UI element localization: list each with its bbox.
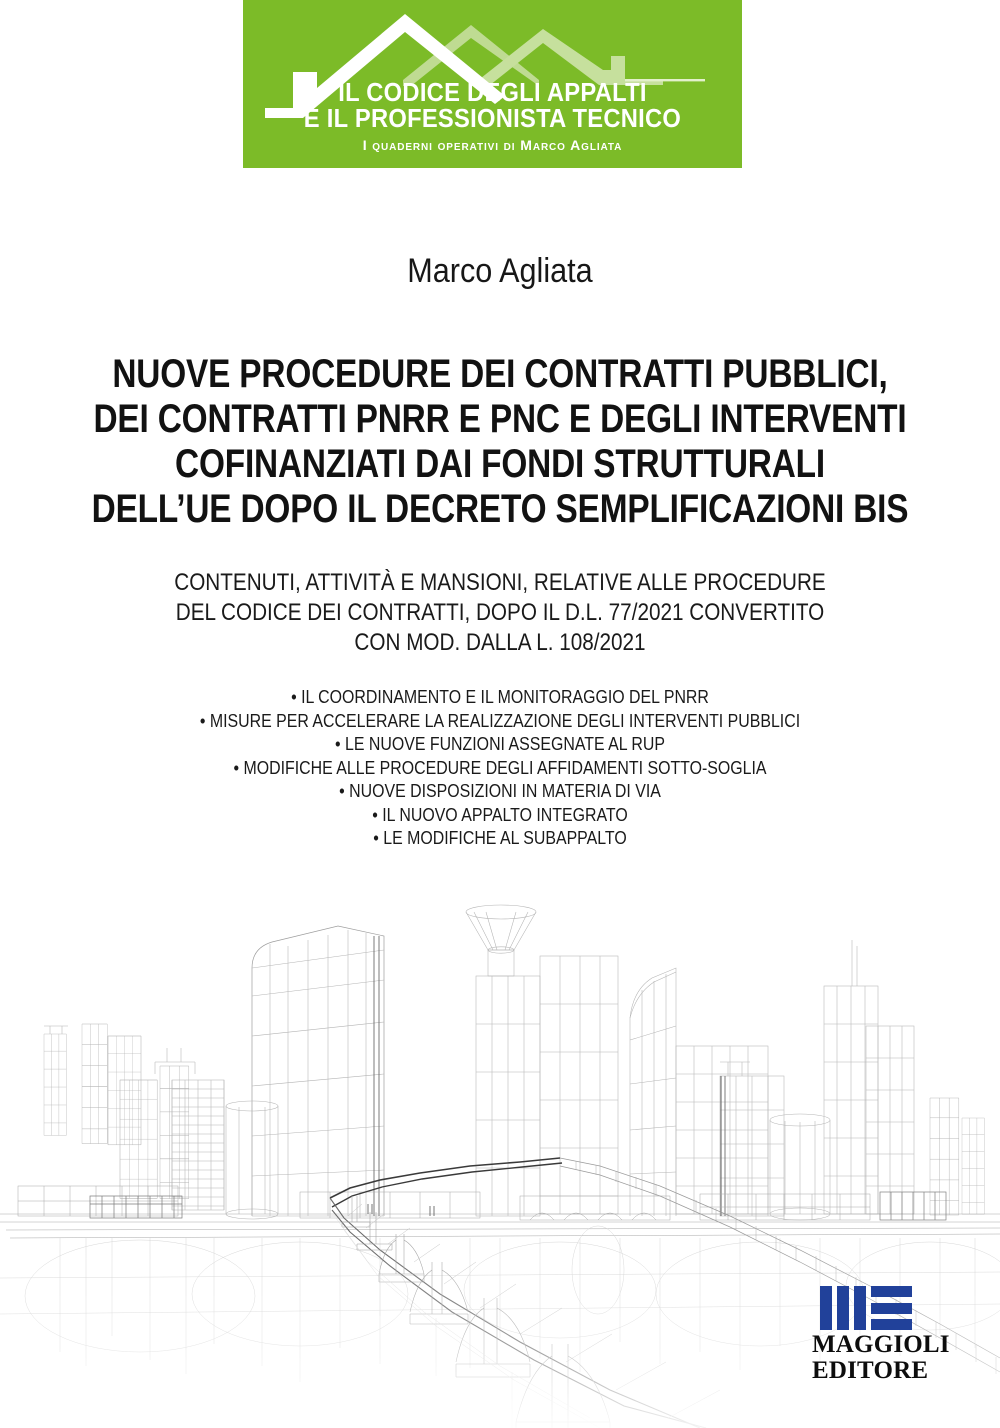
book-subtitle-line: DEL CODICE DEI CONTRATTI, DOPO IL D.L. 77/2021 CONVERTITO xyxy=(175,599,825,626)
book-subtitle-line: CONTENUTI, ATTIVITÀ E MANSIONI, RELATIVE ALLE PROCEDURE xyxy=(174,569,826,596)
list-item: • MODIFICHE ALLE PROCEDURE DEGLI AFFIDAMENTI SOTTO-SOGLIA xyxy=(70,756,930,780)
logo-bar-vertical-1 xyxy=(820,1286,832,1330)
logo-bar-vertical-3 xyxy=(854,1286,866,1330)
publisher-name-line2: EDITORE xyxy=(812,1357,929,1384)
publisher-name xyxy=(812,1331,950,1384)
list-item: • LE NUOVE FUNZIONI ASSEGNATE AL RUP xyxy=(70,732,930,756)
list-item: • LE MODIFICHE AL SUBAPPALTO xyxy=(70,826,930,850)
list-item: • NUOVE DISPOSIZIONI IN MATERIA DI VIA xyxy=(70,779,930,803)
series-title xyxy=(260,80,724,132)
maggioli-mark-icon xyxy=(820,1286,912,1330)
logo-bar-horizontal-1 xyxy=(871,1286,912,1297)
series-title-line1: IL CODICE DEGLI APPALTI xyxy=(338,79,647,107)
publisher-name-line1: MAGGIOLI xyxy=(812,1331,950,1358)
logo-bar-horizontal-2 xyxy=(871,1303,912,1314)
book-title-line: NUOVE PROCEDURE DEI CONTRATTI PUBBLICI, xyxy=(112,352,888,396)
logo-bar-horizontal-3 xyxy=(871,1319,912,1330)
book-title-line: DEI CONTRATTI PNRR E PNC E DEGLI INTERVENTI xyxy=(93,397,907,441)
logo-bar-vertical-2 xyxy=(837,1286,849,1330)
series-banner xyxy=(243,0,742,168)
book-subtitle xyxy=(0,568,1000,658)
topics-list xyxy=(0,685,1000,850)
book-subtitle-line: CON MOD. DALLA L. 108/2021 xyxy=(354,629,646,656)
series-title-line2: E IL PROFESSIONISTA TECNICO xyxy=(303,105,682,133)
book-title xyxy=(0,352,1000,532)
list-item: • IL NUOVO APPALTO INTEGRATO xyxy=(70,803,930,827)
author-name: Marco Agliata xyxy=(407,252,593,290)
book-title-line: DELL’UE DOPO IL DECRETO SEMPLIFICAZIONI BIS xyxy=(91,487,909,531)
series-subtitle: I quaderni operativi di Marco Agliata xyxy=(362,137,623,153)
publisher-logo xyxy=(812,1286,950,1390)
list-item: • MISURE PER ACCELERARE LA REALIZZAZIONE DEGLI INTERVENTI PUBBLICI xyxy=(70,709,930,733)
list-item: • IL COORDINAMENTO E IL MONITORAGGIO DEL PNRR xyxy=(70,685,930,709)
book-title-line: COFINANZIATI DAI FONDI STRUTTURALI xyxy=(175,442,825,486)
